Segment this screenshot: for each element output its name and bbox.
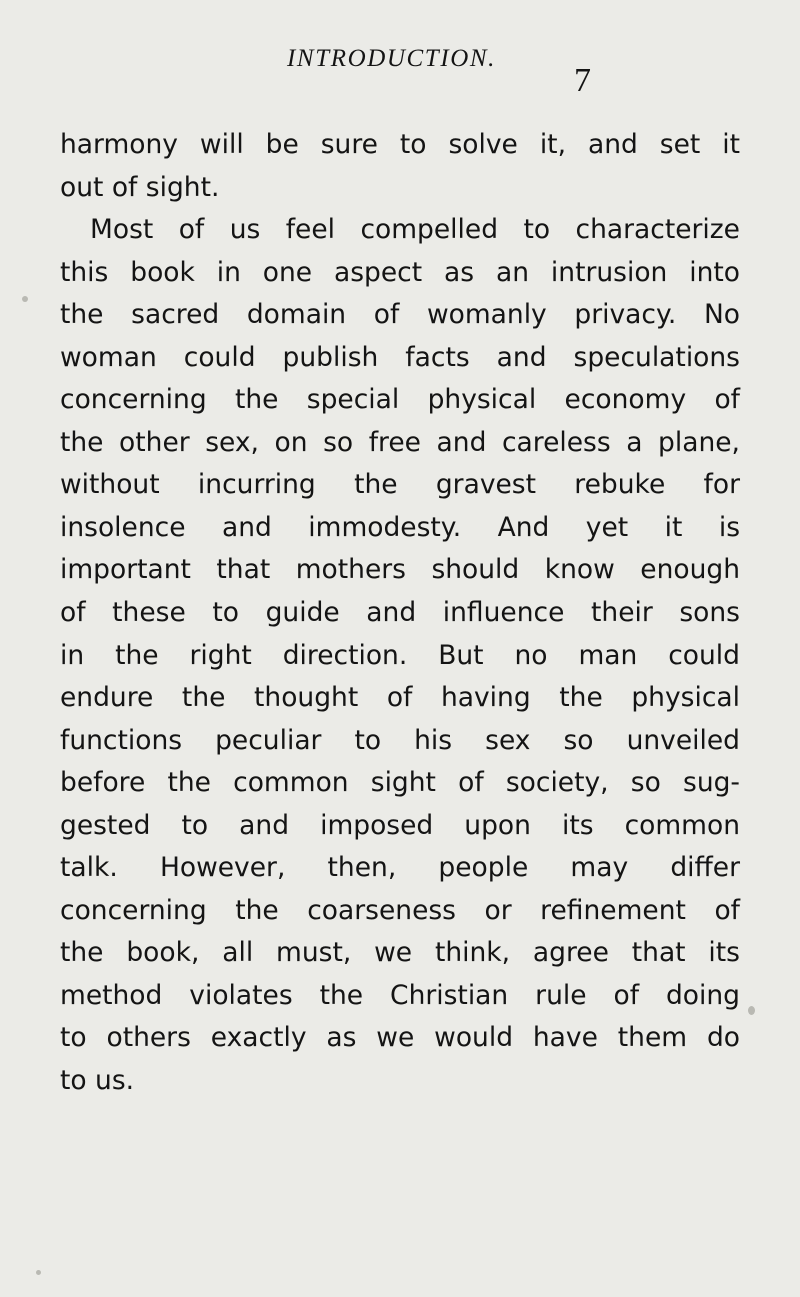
running-head-title: INTRODUCTION. <box>287 45 497 72</box>
body-text <box>60 124 740 1103</box>
running-head <box>0 44 800 99</box>
text-line: talk. However, then, people may differ <box>60 852 740 884</box>
text-line: concerning the coarseness or refinement of <box>60 894 740 926</box>
text-line: the book, all must, we think, agree that its <box>60 937 740 969</box>
text-line: harmony will be sure to solve it, and set it <box>60 129 740 160</box>
text-line: the other sex, on so free and careless a plane, <box>60 426 740 458</box>
text-line: before the common sight of society, so sug- <box>60 767 740 799</box>
text-line: method violates the Christian rule of doing <box>60 979 740 1011</box>
text-line: this book in one aspect as an intrusion into <box>60 256 740 288</box>
paragraph-first-line: Most of us feel compelled to characterize <box>90 214 740 246</box>
text-line: woman could publish facts and speculations <box>60 341 740 373</box>
text-line: functions peculiar to his sex so unveiled <box>60 724 740 756</box>
text-line: in the right direction. But no man could <box>60 639 740 671</box>
text-line: endure the thought of having the physical <box>60 682 740 714</box>
text-line: to others exactly as we would have them do <box>60 1022 740 1054</box>
paper-speck <box>22 296 28 302</box>
text-line: of these to guide and influence their sons <box>60 597 740 629</box>
text-line: out of sight. <box>60 171 220 203</box>
page-number: 7 <box>574 62 591 99</box>
paper-speck <box>36 1270 41 1275</box>
text-line: important that mothers should know enough <box>60 554 740 586</box>
text-line: the sacred domain of womanly privacy. No <box>60 299 740 331</box>
text-line: to us. <box>60 1065 135 1097</box>
text-line: insolence and immodesty. And yet it is <box>60 511 740 543</box>
paper-speck <box>748 1006 755 1015</box>
text-line: concerning the special physical economy of <box>60 384 740 416</box>
text-line: gested to and imposed upon its common <box>60 809 740 841</box>
text-line: without incurring the gravest rebuke for <box>60 469 740 501</box>
